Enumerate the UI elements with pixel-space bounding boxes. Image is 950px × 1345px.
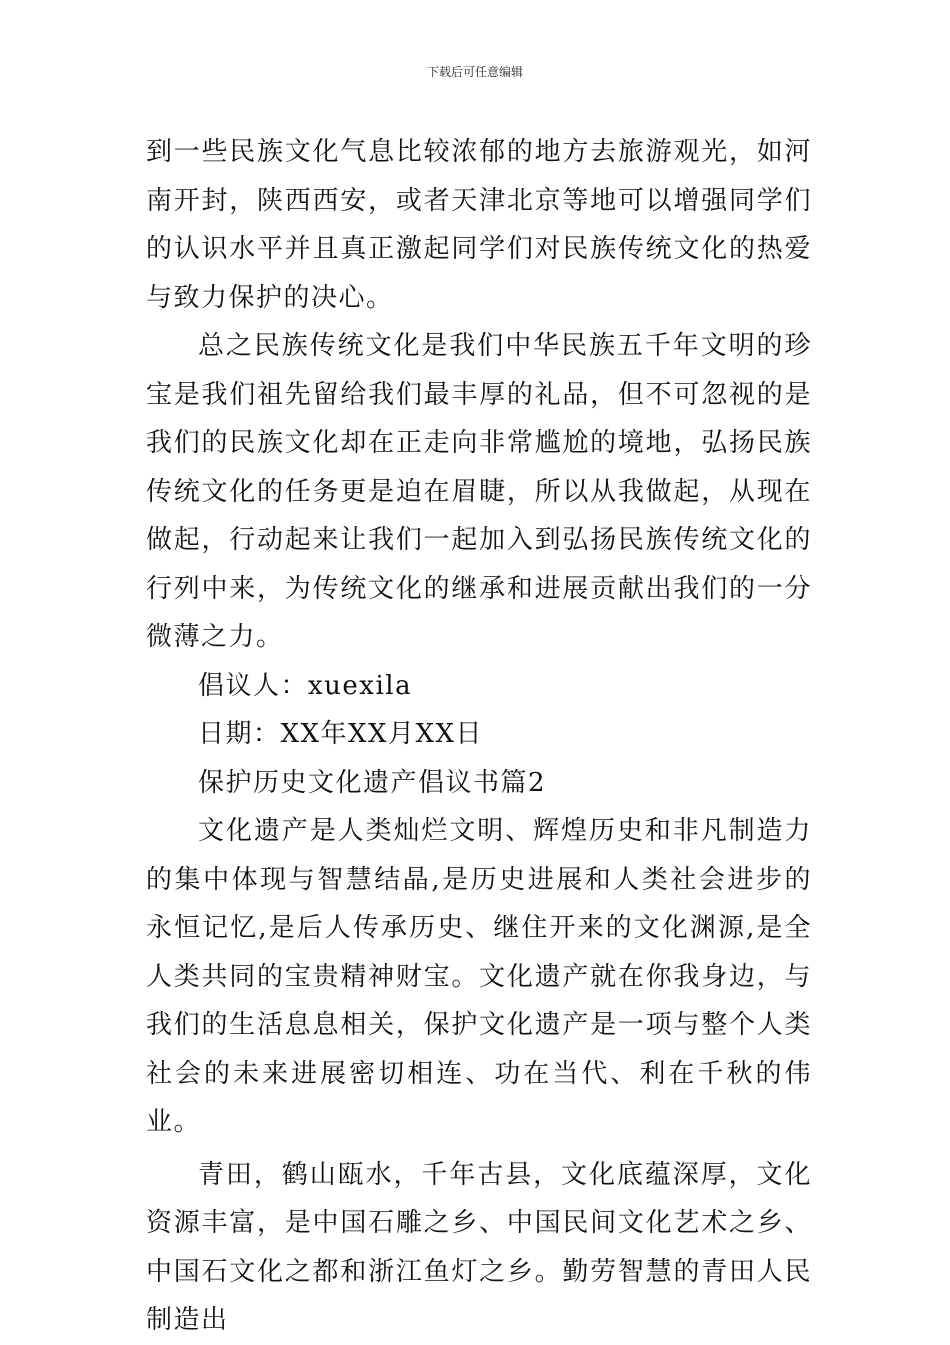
paragraph-conclusion: 总之民族传统文化是我们中华民族五千年文明的珍宝是我们祖先留给我们最丰厚的礼品，但不可忽视的是我们的民族文化却在正走向非常尴尬的境地，弘扬民族传统文化的任务更是迫在眉睫，所以从我做起，从现在做起，行动起来让我们一起加入到弘扬民族传统文化的行列中来，为传统文化的继承和进展贡献出我们的一分微薄之力。	[146, 331, 812, 652]
paragraph-continuation: 到一些民族文化气息比较浓郁的地方去旅游观光，如河南开封，陕西西安，或者天津北京等地可以增强同学们的认识水平并且真正激起同学们对民族传统文化的热爱与致力保护的决心。	[146, 137, 812, 313]
paragraph-qingtian: 青田，鹤山瓯水，千年古县，文化底蕴深厚，文化资源丰富，是中国石雕之乡、中国民间文化艺术之乡、中国石文化之都和浙江鱼灯之乡。勤劳智慧的青田人民制造出	[146, 1159, 812, 1335]
page-header: 下载后可任意编辑	[426, 65, 523, 79]
document-body	[146, 128, 812, 1345]
date-line: 日期：XX年XX月XX日	[198, 719, 484, 749]
section-title: 保护历史文化遗产倡议书篇2	[198, 767, 547, 798]
paragraph-heritage-intro: 文化遗产是人类灿烂文明、辉煌历史和非凡制造力的集中体现与智慧结晶,是历史进展和人类社会进步的永恒记忆,是后人传承历史、继住开来的文化渊源,是全人类共同的宝贵精神财宝。文化遗产就在你我身边，与我们的生活息息相关，保护文化遗产是一项与整个人类社会的未来进展密切相连、功在当代、利在千秋的伟业。	[146, 816, 812, 1137]
proposer-line: 倡议人：xuexila	[198, 670, 413, 701]
